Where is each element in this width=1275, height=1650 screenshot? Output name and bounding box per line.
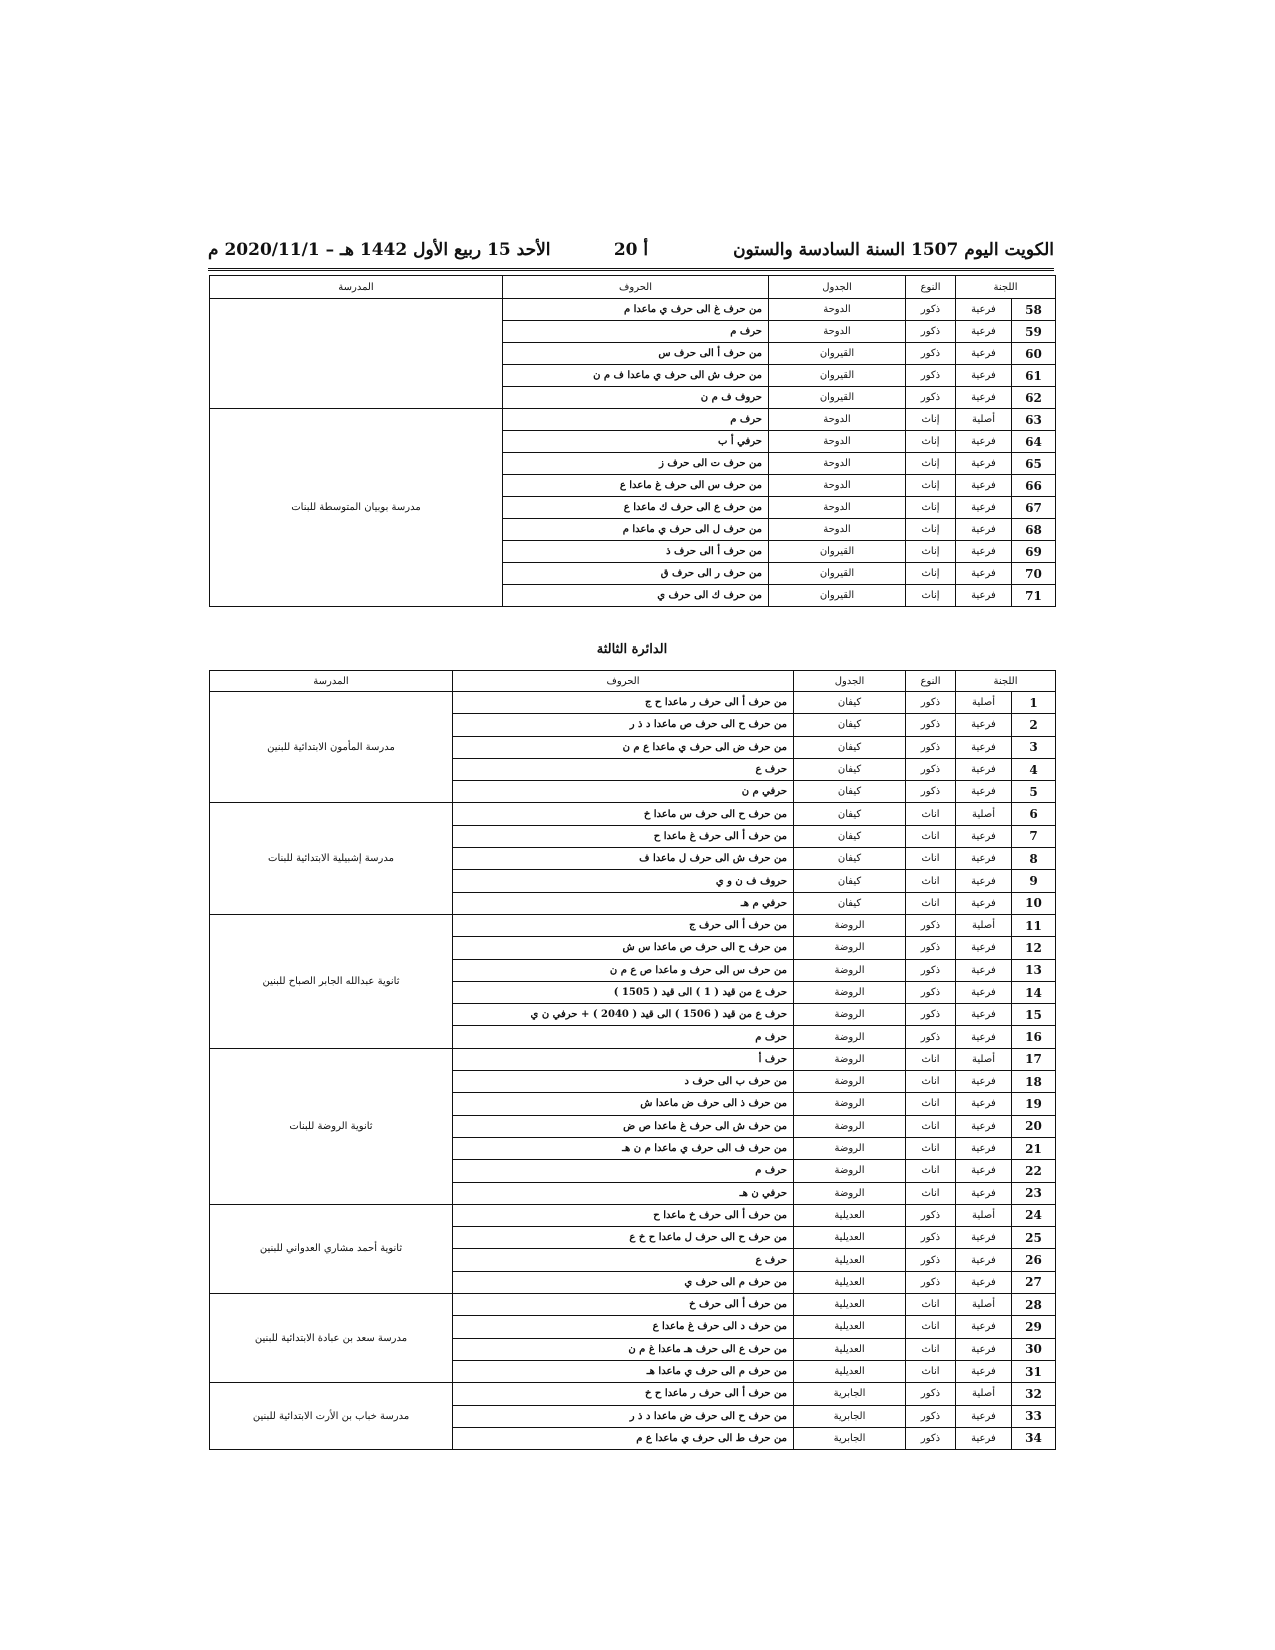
committee-letters: حرف م — [503, 321, 769, 343]
column-header-school: المدرسة — [210, 276, 503, 299]
committee-number: 66 — [1012, 475, 1056, 497]
committee-area: الدوحة — [769, 299, 906, 321]
committee-letters: من حرف ح الى حرف ل ماعدا ح خ ع — [453, 1227, 794, 1249]
committee-type: أصلية — [956, 1048, 1012, 1070]
school-name: مدرسة إشبيلية الابتدائية للبنات — [210, 803, 453, 914]
committee-type: فرعية — [956, 585, 1012, 607]
committee-area: الروضة — [794, 937, 906, 959]
committee-area: كيفان — [794, 781, 906, 803]
committee-number: 10 — [1012, 892, 1056, 914]
table-row — [210, 1204, 1056, 1226]
committee-letters: حرف ع — [453, 1249, 794, 1271]
committee-number: 13 — [1012, 959, 1056, 981]
committee-area: العديلية — [794, 1204, 906, 1226]
committee-number: 22 — [1012, 1160, 1056, 1182]
committee-letters: من حرف م الى حرف ي ماعدا هـ — [453, 1360, 794, 1382]
section-title: الدائرة الثالثة — [596, 642, 668, 657]
committee-gender: ذكور — [906, 1271, 956, 1293]
column-header-letters: الحروف — [503, 276, 769, 299]
committee-type: فرعية — [956, 343, 1012, 365]
committee-number: 8 — [1012, 848, 1056, 870]
committee-area: الدوحة — [769, 519, 906, 541]
committee-gender: ذكور — [906, 321, 956, 343]
committee-area: الدوحة — [769, 497, 906, 519]
committee-area: الروضة — [794, 1071, 906, 1093]
committee-area: الدوحة — [769, 321, 906, 343]
committee-type: فرعية — [956, 497, 1012, 519]
committee-area: العديلية — [794, 1271, 906, 1293]
committee-area: الروضة — [794, 1115, 906, 1137]
committee-type: فرعية — [956, 959, 1012, 981]
table-row — [210, 914, 1056, 936]
committee-letters: من حرف ع الى حرف ك ماعدا ع — [503, 497, 769, 519]
committee-area: القيروان — [769, 365, 906, 387]
committee-type: فرعية — [956, 475, 1012, 497]
committee-area: الروضة — [794, 981, 906, 1003]
committee-letters: من حرف ت الى حرف ز — [503, 453, 769, 475]
committee-number: 17 — [1012, 1048, 1056, 1070]
school-name: مدرسة سعد بن عبادة الابتدائية للبنين — [210, 1294, 453, 1383]
committee-area: الروضة — [794, 1004, 906, 1026]
committee-number: 29 — [1012, 1316, 1056, 1338]
committee-type: أصلية — [956, 803, 1012, 825]
committee-number: 59 — [1012, 321, 1056, 343]
committee-letters: من حرف ح الى حرف ص ماعدا س ش — [453, 937, 794, 959]
column-header-committee: اللجنة — [956, 671, 1056, 692]
committee-letters: من حرف أ الى حرف ر ماعدا ح خ — [453, 1383, 794, 1405]
committee-gender: إناث — [906, 497, 956, 519]
committee-area: العديلية — [794, 1360, 906, 1382]
committee-gender: ذكور — [906, 1383, 956, 1405]
committee-gender: اناث — [906, 1182, 956, 1204]
committee-letters: حرف م — [453, 1026, 794, 1048]
committee-area: كيفان — [794, 892, 906, 914]
committee-type: أصلية — [956, 409, 1012, 431]
committee-gender: ذكور — [906, 736, 956, 758]
committee-letters: من حرف س الى حرف غ ماعدا ع — [503, 475, 769, 497]
committee-number: 33 — [1012, 1405, 1056, 1427]
committee-letters: حرف أ — [453, 1048, 794, 1070]
school-name: ثانوية أحمد مشاري العدواني للبنين — [210, 1204, 453, 1293]
committee-area: القيروان — [769, 563, 906, 585]
school-name: مدرسة المأمون الابتدائية للبنين — [210, 692, 453, 803]
committee-area: الروضة — [794, 1182, 906, 1204]
committee-gender: إناث — [906, 409, 956, 431]
school-name: مدرسة خباب بن الأرت الابتدائية للبنين — [210, 1383, 453, 1450]
committee-type: فرعية — [956, 781, 1012, 803]
table-header-row — [210, 671, 1056, 692]
committee-letters: من حرف ك الى حرف ي — [503, 585, 769, 607]
committee-gender: ذكور — [906, 387, 956, 409]
committee-number: 12 — [1012, 937, 1056, 959]
committee-number: 21 — [1012, 1137, 1056, 1159]
committee-gender: ذكور — [906, 299, 956, 321]
committee-gender: ذكور — [906, 1204, 956, 1226]
committee-type: فرعية — [956, 714, 1012, 736]
committee-number: 9 — [1012, 870, 1056, 892]
committee-number: 20 — [1012, 1115, 1056, 1137]
committee-letters: من حرف أ الى حرف ذ — [503, 541, 769, 563]
committee-gender: اناث — [906, 1160, 956, 1182]
committee-letters: حرف ع — [453, 758, 794, 780]
column-header-committee: اللجنة — [956, 276, 1056, 299]
committee-number: 67 — [1012, 497, 1056, 519]
school-name: مدرسة بوبيان المتوسطة للبنات — [210, 409, 503, 607]
committee-number: 31 — [1012, 1360, 1056, 1382]
committee-area: الجابرية — [794, 1405, 906, 1427]
committee-letters: حرفي ن هـ — [453, 1182, 794, 1204]
committee-type: فرعية — [956, 870, 1012, 892]
committee-gender: اناث — [906, 848, 956, 870]
column-header-school: المدرسة — [210, 671, 453, 692]
committee-number: 15 — [1012, 1004, 1056, 1026]
committee-type: فرعية — [956, 1182, 1012, 1204]
committee-area: كيفان — [794, 692, 906, 714]
committee-number: 58 — [1012, 299, 1056, 321]
committee-letters: من حرف ض الى حرف ي ماعدا ع م ن — [453, 736, 794, 758]
committee-number: 1 — [1012, 692, 1056, 714]
committee-letters: من حرف أ الى حرف ر ماعدا ح ج — [453, 692, 794, 714]
committee-gender: اناث — [906, 825, 956, 847]
committee-gender: اناث — [906, 870, 956, 892]
committee-number: 65 — [1012, 453, 1056, 475]
page-header — [208, 236, 1054, 266]
committees-table-continued — [209, 275, 1056, 607]
committee-type: أصلية — [956, 692, 1012, 714]
committee-area: القيروان — [769, 387, 906, 409]
committee-number: 60 — [1012, 343, 1056, 365]
committee-area: العديلية — [794, 1227, 906, 1249]
committee-type: فرعية — [956, 431, 1012, 453]
committee-gender: اناث — [906, 1048, 956, 1070]
committee-gender: ذكور — [906, 692, 956, 714]
committee-number: 11 — [1012, 914, 1056, 936]
committee-type: فرعية — [956, 1405, 1012, 1427]
committee-gender: ذكور — [906, 1427, 956, 1449]
committee-type: فرعية — [956, 1004, 1012, 1026]
committee-type: فرعية — [956, 563, 1012, 585]
committee-number: 2 — [1012, 714, 1056, 736]
third-district-committees-table — [209, 670, 1056, 1450]
committee-gender: اناث — [906, 1137, 956, 1159]
committee-number: 34 — [1012, 1427, 1056, 1449]
issue-date: الأحد 15 ربيع الأول 1442 هـ – 2020/11/1 م — [208, 240, 551, 260]
table-header-row — [210, 276, 1056, 299]
committee-type: فرعية — [956, 937, 1012, 959]
committee-number: 23 — [1012, 1182, 1056, 1204]
committee-number: 63 — [1012, 409, 1056, 431]
committee-gender: اناث — [906, 1093, 956, 1115]
table-row — [210, 1383, 1056, 1405]
committee-letters: من حرف أ الى حرف خ ماعدا ح — [453, 1204, 794, 1226]
committee-area: الروضة — [794, 959, 906, 981]
column-header-area: الجدول — [794, 671, 906, 692]
committee-area: الروضة — [794, 1160, 906, 1182]
committee-number: 62 — [1012, 387, 1056, 409]
table2-body — [210, 692, 1056, 1450]
committee-area: القيروان — [769, 541, 906, 563]
committee-gender: اناث — [906, 1071, 956, 1093]
committee-area: الدوحة — [769, 475, 906, 497]
committee-area: كيفان — [794, 870, 906, 892]
committee-type: فرعية — [956, 758, 1012, 780]
committee-letters: من حرف ف الى حرف ي ماعدا م ن هـ — [453, 1137, 794, 1159]
committee-gender: ذكور — [906, 343, 956, 365]
committee-number: 70 — [1012, 563, 1056, 585]
school-name: ثانوية الروضة للبنات — [210, 1048, 453, 1204]
committee-gender: ذكور — [906, 981, 956, 1003]
committee-area: الدوحة — [769, 431, 906, 453]
committee-type: فرعية — [956, 541, 1012, 563]
committee-letters: من حرف أ الى حرف س — [503, 343, 769, 365]
committee-area: القيروان — [769, 585, 906, 607]
committee-gender: ذكور — [906, 758, 956, 780]
committee-number: 68 — [1012, 519, 1056, 541]
column-header-gender: النوع — [906, 671, 956, 692]
committee-type: أصلية — [956, 1204, 1012, 1226]
committee-area: الجابرية — [794, 1383, 906, 1405]
committee-area: كيفان — [794, 848, 906, 870]
committee-type: أصلية — [956, 914, 1012, 936]
committee-gender: اناث — [906, 1115, 956, 1137]
committee-gender: اناث — [906, 1316, 956, 1338]
school-name — [210, 299, 503, 409]
committee-type: فرعية — [956, 1227, 1012, 1249]
committee-area: كيفان — [794, 736, 906, 758]
committee-gender: إناث — [906, 585, 956, 607]
committee-letters: حرف م — [503, 409, 769, 431]
committee-type: فرعية — [956, 1115, 1012, 1137]
column-header-letters: الحروف — [453, 671, 794, 692]
committee-type: فرعية — [956, 848, 1012, 870]
committee-letters: حرفي أ ب — [503, 431, 769, 453]
committee-letters: من حرف أ الى حرف خ — [453, 1294, 794, 1316]
committee-area: كيفان — [794, 758, 906, 780]
committee-letters: من حرف ر الى حرف ق — [503, 563, 769, 585]
committee-gender: اناث — [906, 803, 956, 825]
committee-letters: حرفي م ن — [453, 781, 794, 803]
committee-area: الدوحة — [769, 453, 906, 475]
committee-type: فرعية — [956, 387, 1012, 409]
committee-type: فرعية — [956, 321, 1012, 343]
committee-letters: من حرف د الى حرف غ ماعدا ع — [453, 1316, 794, 1338]
table-row — [210, 692, 1056, 714]
committee-gender: إناث — [906, 541, 956, 563]
header-rule — [208, 268, 1054, 271]
page-number: أ 20 — [613, 240, 649, 260]
committee-number: 27 — [1012, 1271, 1056, 1293]
committee-letters: حرف ع من قيد ( 1506 ) الى قيد ( 2040 ) + حرفي ن ي — [453, 1004, 794, 1026]
committee-gender: اناث — [906, 1338, 956, 1360]
committee-number: 16 — [1012, 1026, 1056, 1048]
committee-letters: من حرف م الى حرف ي — [453, 1271, 794, 1293]
committee-letters: من حرف ح الى حرف ض ماعدا د ذ ر — [453, 1405, 794, 1427]
table-row — [210, 1294, 1056, 1316]
committee-type: فرعية — [956, 365, 1012, 387]
committee-number: 24 — [1012, 1204, 1056, 1226]
committee-number: 5 — [1012, 781, 1056, 803]
column-header-gender: النوع — [906, 276, 956, 299]
committee-letters: من حرف ش الى حرف ي ماعدا ف م ن — [503, 365, 769, 387]
committee-type: فرعية — [956, 1160, 1012, 1182]
committee-area: العديلية — [794, 1338, 906, 1360]
committee-type: فرعية — [956, 1271, 1012, 1293]
committee-gender: اناث — [906, 1360, 956, 1382]
table-row — [210, 803, 1056, 825]
committee-gender: ذكور — [906, 914, 956, 936]
committee-letters: من حرف ش الى حرف غ ماعدا ص ض — [453, 1115, 794, 1137]
committee-gender: ذكور — [906, 365, 956, 387]
committee-gender: ذكور — [906, 1026, 956, 1048]
committee-gender: ذكور — [906, 714, 956, 736]
committee-area: الروضة — [794, 1048, 906, 1070]
committee-type: فرعية — [956, 1137, 1012, 1159]
gazette-issue: الكويت اليوم 1507 السنة السادسة والستون — [733, 240, 1054, 260]
school-name: ثانوية عبدالله الجابر الصباح للبنين — [210, 914, 453, 1048]
table-row — [210, 1048, 1056, 1070]
committee-gender: إناث — [906, 519, 956, 541]
committee-area: العديلية — [794, 1249, 906, 1271]
committee-type: فرعية — [956, 1026, 1012, 1048]
committee-number: 25 — [1012, 1227, 1056, 1249]
committee-letters: حروف ف ن و ي — [453, 870, 794, 892]
committee-gender: ذكور — [906, 959, 956, 981]
committee-letters: من حرف ب الى حرف د — [453, 1071, 794, 1093]
committee-letters: من حرف س الى حرف و ماعدا ص ع م ن — [453, 959, 794, 981]
committee-gender: إناث — [906, 453, 956, 475]
committee-gender: ذكور — [906, 1227, 956, 1249]
table-row — [210, 299, 1056, 321]
committee-letters: حرف م — [453, 1160, 794, 1182]
committee-number: 64 — [1012, 431, 1056, 453]
committee-number: 19 — [1012, 1093, 1056, 1115]
committee-gender: اناث — [906, 892, 956, 914]
committee-number: 28 — [1012, 1294, 1056, 1316]
committee-type: فرعية — [956, 453, 1012, 475]
committee-letters: حروف ف م ن — [503, 387, 769, 409]
committee-type: فرعية — [956, 1338, 1012, 1360]
committee-number: 3 — [1012, 736, 1056, 758]
committee-type: فرعية — [956, 1071, 1012, 1093]
committee-letters: حرف ع من قيد ( 1 ) الى قيد ( 1505 ) — [453, 981, 794, 1003]
committee-letters: من حرف ش الى حرف ل ماعدا ف — [453, 848, 794, 870]
committee-letters: من حرف أ الى حرف غ ماعدا ح — [453, 825, 794, 847]
committee-gender: ذكور — [906, 1405, 956, 1427]
committee-number: 32 — [1012, 1383, 1056, 1405]
committee-number: 61 — [1012, 365, 1056, 387]
committee-area: الروضة — [794, 1137, 906, 1159]
committee-gender: إناث — [906, 563, 956, 585]
committee-type: أصلية — [956, 1383, 1012, 1405]
committee-area: الجابرية — [794, 1427, 906, 1449]
committee-area: كيفان — [794, 803, 906, 825]
committee-type: أصلية — [956, 1294, 1012, 1316]
committee-type: فرعية — [956, 1360, 1012, 1382]
committee-type: فرعية — [956, 1249, 1012, 1271]
committee-area: العديلية — [794, 1294, 906, 1316]
committee-gender: ذكور — [906, 1249, 956, 1271]
committee-number: 4 — [1012, 758, 1056, 780]
committee-type: فرعية — [956, 981, 1012, 1003]
committee-gender: اناث — [906, 1294, 956, 1316]
table1-body — [210, 299, 1056, 607]
committee-letters: من حرف ذ الى حرف ض ماعدا ش — [453, 1093, 794, 1115]
committee-letters: من حرف ح الى حرف س ماعدا خ — [453, 803, 794, 825]
committee-number: 71 — [1012, 585, 1056, 607]
committee-letters: من حرف ع الى حرف هـ ماعدا غ م ن — [453, 1338, 794, 1360]
committee-number: 30 — [1012, 1338, 1056, 1360]
committee-letters: من حرف ل الى حرف ي ماعدا م — [503, 519, 769, 541]
committee-letters: من حرف ط الى حرف ي ماعدا ع م — [453, 1427, 794, 1449]
committee-number: 26 — [1012, 1249, 1056, 1271]
committee-number: 14 — [1012, 981, 1056, 1003]
committee-gender: إناث — [906, 475, 956, 497]
committee-type: فرعية — [956, 892, 1012, 914]
committee-letters: من حرف ح الى حرف ص ماعدا د ذ ر — [453, 714, 794, 736]
committee-type: فرعية — [956, 1427, 1012, 1449]
committee-area: الدوحة — [769, 409, 906, 431]
committee-area: الروضة — [794, 1026, 906, 1048]
committee-gender: ذكور — [906, 937, 956, 959]
column-header-area: الجدول — [769, 276, 906, 299]
committee-number: 69 — [1012, 541, 1056, 563]
committee-gender: إناث — [906, 431, 956, 453]
committee-area: كيفان — [794, 825, 906, 847]
committee-area: العديلية — [794, 1316, 906, 1338]
committee-type: فرعية — [956, 519, 1012, 541]
committee-gender: ذكور — [906, 781, 956, 803]
committee-area: كيفان — [794, 714, 906, 736]
committee-type: فرعية — [956, 825, 1012, 847]
committee-number: 7 — [1012, 825, 1056, 847]
committee-number: 6 — [1012, 803, 1056, 825]
committee-area: القيروان — [769, 343, 906, 365]
committee-type: فرعية — [956, 736, 1012, 758]
committee-number: 18 — [1012, 1071, 1056, 1093]
committee-gender: ذكور — [906, 1004, 956, 1026]
committee-letters: من حرف غ الى حرف ي ماعدا م — [503, 299, 769, 321]
committee-area: الروضة — [794, 914, 906, 936]
committee-letters: من حرف أ الى حرف ج — [453, 914, 794, 936]
committee-type: فرعية — [956, 299, 1012, 321]
committee-area: الروضة — [794, 1093, 906, 1115]
committee-type: فرعية — [956, 1093, 1012, 1115]
committee-type: فرعية — [956, 1316, 1012, 1338]
committee-letters: حرفي م هـ — [453, 892, 794, 914]
table-row — [210, 409, 1056, 431]
